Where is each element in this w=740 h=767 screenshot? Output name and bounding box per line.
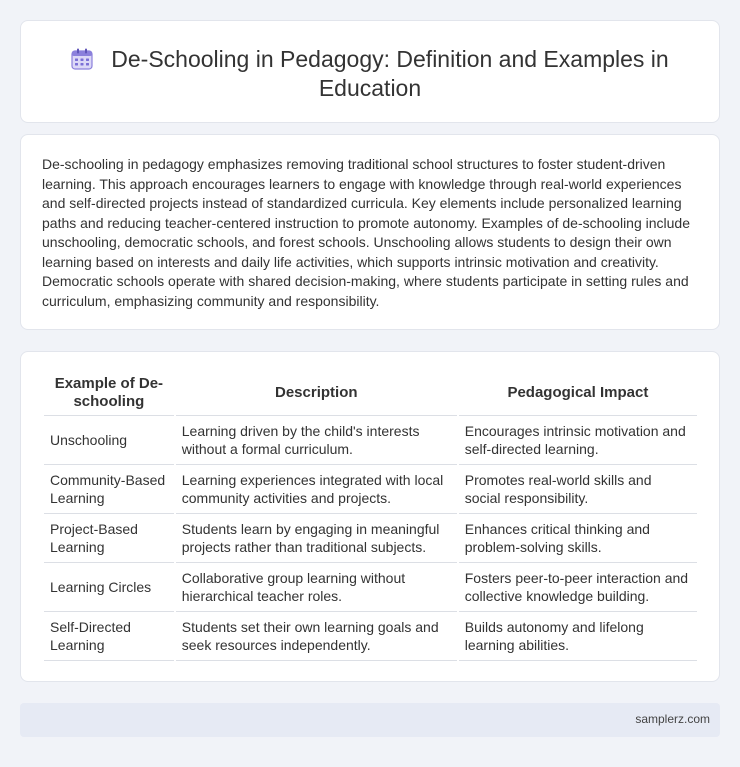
cell-description: Students learn by engaging in meaningful projects rather than traditional subjects.: [176, 514, 457, 563]
cell-description: Learning experiences integrated with local community activities and projects.: [176, 465, 457, 514]
cell-impact: Fosters peer-to-peer interaction and collective knowledge building.: [459, 563, 697, 612]
table-header-row: [44, 371, 697, 416]
cell-example: Project-Based Learning: [44, 514, 174, 563]
page-title: [21, 45, 719, 103]
cell-impact: Promotes real-world skills and social responsibility.: [459, 465, 697, 514]
footer-site-link[interactable]: samplerz.com: [635, 712, 710, 726]
table-row: [44, 514, 697, 563]
cell-impact: Enhances critical thinking and problem-solving skills.: [459, 514, 697, 563]
cell-example: Unschooling: [44, 416, 174, 465]
cell-description: Students set their own learning goals and seek resources independently.: [176, 612, 457, 661]
header-example: Example of De-schooling: [44, 371, 174, 416]
table-row: [44, 563, 697, 612]
footer-bar: [20, 703, 720, 737]
cell-impact: Encourages intrinsic motivation and self-directed learning.: [459, 416, 697, 465]
intro-card: [20, 134, 720, 330]
cell-impact: Builds autonomy and lifelong learning abilities.: [459, 612, 697, 661]
examples-table-card: [20, 351, 720, 682]
examples-table: [42, 371, 699, 661]
header-description: Description: [176, 371, 457, 416]
header-impact: Pedagogical Impact: [459, 371, 697, 416]
intro-paragraph: De-schooling in pedagogy emphasizes removing traditional school structures to foster student-driven learning. This approach encourages learners to engage with knowledge through real-world experiences and self-directed projects instead of standardized curricula. Key elements include personalized learning paths and reducing teacher-centered instruction to promote autonomy. Examples of de-schooling include unschooling, democratic schools, and forest schools. Unschooling allows students to design their own learning based on interests and daily life activities, which supports intrinsic motivation and creativity. Democratic schools operate with shared decision-making, where students participate in setting rules and curriculum, emphasizing community and responsibility.: [42, 156, 691, 309]
cell-example: Learning Circles: [44, 563, 174, 612]
title-card: [20, 20, 720, 123]
page-title-text: De-Schooling in Pedagogy: Definition and Examples in Education: [111, 46, 669, 101]
table-row: [44, 465, 697, 514]
calendar-icon: [71, 48, 93, 70]
table-row: [44, 416, 697, 465]
table-row: [44, 612, 697, 661]
cell-description: Collaborative group learning without hierarchical teacher roles.: [176, 563, 457, 612]
cell-example: Self-Directed Learning: [44, 612, 174, 661]
cell-description: Learning driven by the child's interests without a formal curriculum.: [176, 416, 457, 465]
cell-example: Community-Based Learning: [44, 465, 174, 514]
